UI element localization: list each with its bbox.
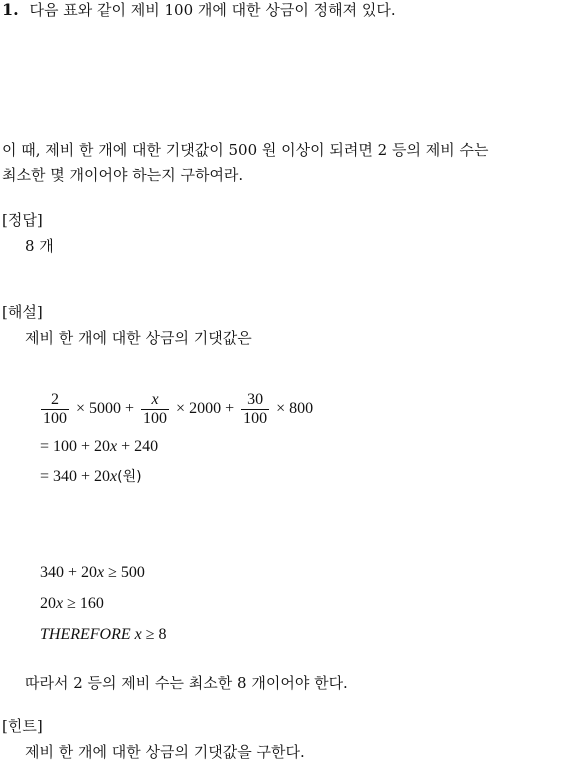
fraction-2: $\frac{x}{100}$ — [143, 391, 168, 427]
hint-text: 제비 한 개에 대한 상금의 기댓값을 구한다. — [25, 743, 305, 761]
question-line-1: 이 때, 제비 한 개에 대한 기댓값이 500 원 이상이 되려면 2 등의 제비 수는 — [2, 141, 489, 159]
solution-intro: 제비 한 개에 대한 상금의 기댓값은 — [25, 329, 252, 347]
solution-conclusion: 따라서 2 등의 제비 수는 최소한 8 개이어야 한다. — [25, 674, 348, 692]
fraction-3: $\frac{30}{100}$ — [243, 391, 268, 427]
solution-label: [해설] — [2, 303, 43, 321]
problem-statement — [2, 0, 396, 20]
inequality-2: 20x ≥ 160 — [40, 595, 104, 612]
problem-number: 1. — [2, 0, 19, 19]
expected-value-expression — [38, 391, 313, 428]
term-1: × 5000 + — [76, 400, 135, 418]
expression-step-3: = 340 + 20x(원) — [40, 468, 142, 485]
answer-label: [정답] — [2, 211, 43, 229]
fraction-1: $\frac{2}{100}$ — [43, 391, 67, 427]
expression-step-2: = 100 + 20x + 240 — [40, 438, 159, 455]
problem-intro: 다음 표와 같이 제비 100 개에 대한 상금이 정해져 있다. — [29, 1, 396, 19]
question-line-2: 최소한 몇 개이어야 하는지 구하여라. — [2, 166, 244, 184]
answer-value: 8 개 — [25, 237, 54, 255]
term-3: × 800 — [276, 400, 314, 418]
hint-label: [힌트] — [2, 717, 43, 735]
inequality-3: THEREFORE x ≥ 8 — [40, 626, 167, 643]
term-2: × 2000 + — [176, 400, 235, 418]
inequality-1: 340 + 20x ≥ 500 — [40, 564, 145, 581]
